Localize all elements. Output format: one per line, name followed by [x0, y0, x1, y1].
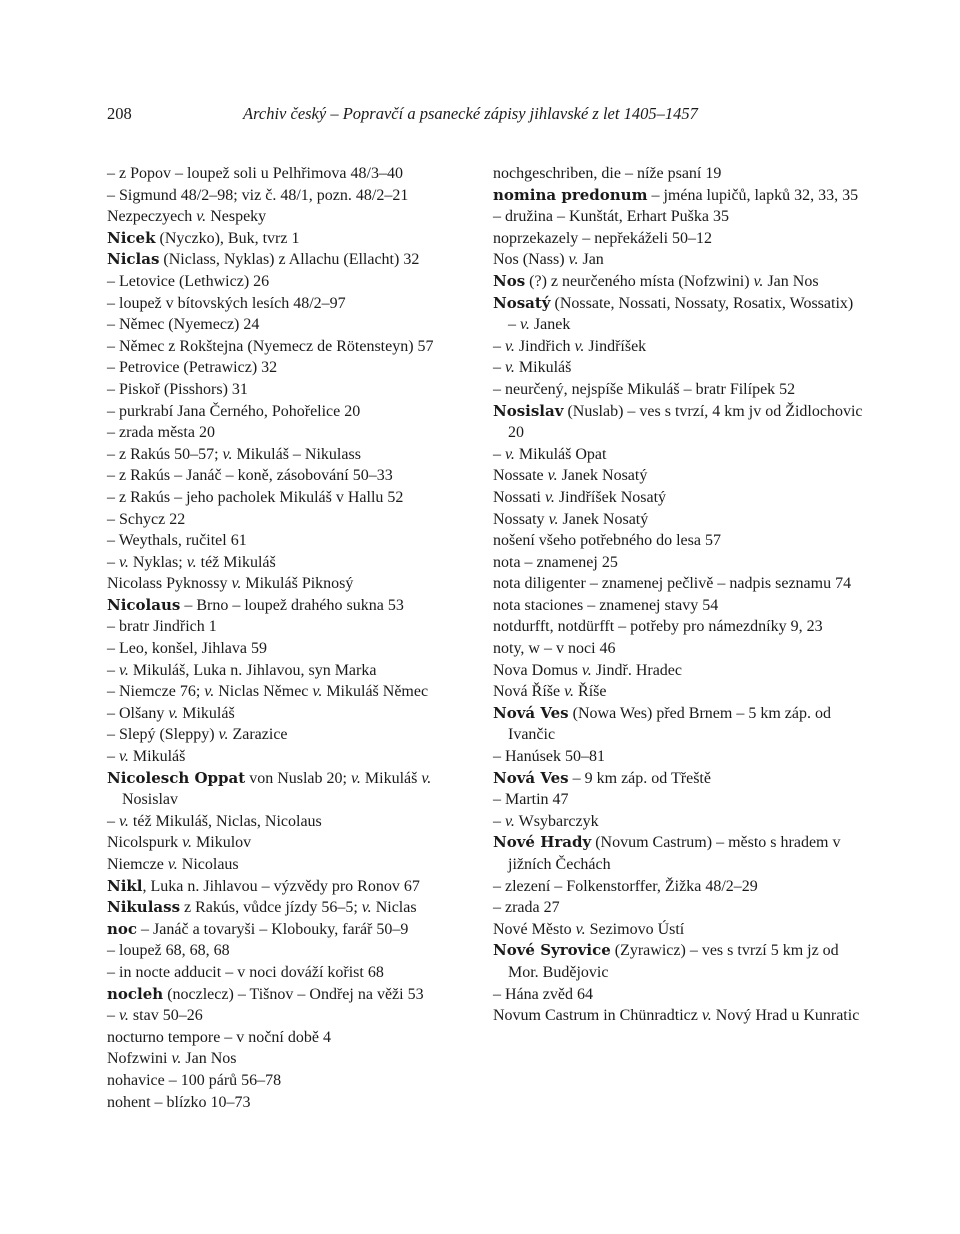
index-entry-text: též Mikuláš [196, 553, 276, 571]
index-entry [107, 163, 477, 185]
index-reference-mark: v. [218, 726, 229, 744]
index-reference-mark: v. [361, 899, 372, 917]
index-reference-mark: v. [119, 748, 129, 766]
index-entry [107, 206, 477, 228]
index-entry-text: – Slepý (Sleppy) [107, 726, 219, 744]
index-entry-text: – [107, 748, 119, 766]
index-entry-text: Nossaty [493, 510, 549, 528]
index-entry [107, 940, 477, 962]
index-reference-mark: v. [574, 337, 585, 355]
index-entry-text: – z Rakús – jeho pacholek Mikuláš v Hallu 52 [107, 488, 404, 506]
index-entry [107, 1048, 477, 1070]
index-entry-text: – purkrabí Jana Černého, Pohořelice 20 [107, 402, 361, 420]
index-entry [107, 293, 477, 315]
index-headword: Nové Syrovice [493, 941, 611, 960]
index-entry-text: Mikuláš [360, 769, 422, 787]
index-entry-text: – [493, 359, 505, 377]
index-entry-text: nota diligenter – znamenej pečlivě – nadpis seznamu 74 [493, 575, 852, 593]
index-entry [107, 897, 477, 919]
index-entry [107, 357, 477, 379]
index-entry-text: (noczlecz) – Tišnov – Ondřej na věži 53 [163, 985, 424, 1003]
index-entry [107, 509, 477, 531]
index-headword: noc [107, 919, 138, 938]
index-reference-mark: v. [204, 683, 215, 701]
index-entry [107, 616, 477, 638]
index-entry [107, 530, 477, 552]
index-entry [493, 595, 863, 617]
index-entry-text: Nezpeczyech [107, 208, 197, 226]
index-entry-text: Mikuláš [178, 704, 235, 722]
index-entry [107, 638, 477, 660]
index-entry [107, 336, 477, 358]
index-entry-text: – zrada 27 [493, 899, 560, 917]
index-entry [107, 854, 477, 876]
index-entry [107, 919, 477, 941]
index-entry [107, 401, 477, 423]
index-entry [107, 185, 477, 207]
index-entry-text: Janek Nosatý [557, 467, 648, 485]
index-entry-text: (Nuslab) – ves s tvrzí, 4 km jv od Židlochovic 20 [508, 402, 863, 442]
index-entry-text: – bratr Jindřich 1 [107, 618, 217, 636]
index-entry [493, 509, 863, 531]
index-reference-mark: v. [168, 704, 179, 722]
index-entry [493, 465, 863, 487]
index-entry-text: nota – znamenej 25 [493, 553, 618, 571]
index-entry-text: – jména lupičů, lapků 32, 33, 35 [647, 186, 859, 204]
index-reference-mark: v. [505, 812, 515, 830]
index-entry [107, 595, 477, 617]
index-reference-mark: v. [350, 769, 361, 787]
index-entry-text: – z Popov – loupež soli u Pelhřimova 48/3–40 [107, 165, 403, 182]
index-entry [107, 1027, 477, 1049]
index-entry [107, 681, 477, 703]
index-reference-mark: v. [564, 683, 575, 701]
index-entry-text: Mikuláš Piknosý [241, 575, 354, 593]
index-entry-text: Jan Nos [181, 1050, 237, 1068]
index-entry-text: Nová Říše [493, 683, 565, 701]
index-entry [493, 940, 863, 983]
index-entry-text: – 9 km záp. od Třeště [568, 769, 711, 787]
index-entry [493, 249, 863, 271]
page-number: 208 [107, 104, 132, 123]
index-reference-mark: v. [421, 769, 432, 787]
index-entry-text: notdurfft, notdürfft – potřeby pro námezdníky 9, 23 [493, 618, 823, 636]
index-entry [493, 984, 863, 1006]
index-entry-text: von Nuslab 20; [245, 769, 351, 787]
index-reference-mark: v. [581, 661, 592, 679]
index-entry-text: Nový Hrad u Kunratic [711, 1007, 860, 1025]
index-entry-text: – [493, 445, 505, 463]
index-entry [493, 336, 863, 358]
index-entry [493, 228, 863, 250]
index-entry-text: Mikulov [192, 834, 252, 852]
index-entry-text: Mikuláš, Luka n. Jihlavou, syn Marka [128, 661, 377, 679]
index-entry-text: též Mikuláš, Niclas, Nicolaus [128, 812, 322, 830]
index-entry [493, 703, 863, 746]
index-entry-text: (Novum Castrum) – město s hradem v jižních Čechách [508, 834, 841, 873]
index-entry [493, 746, 863, 768]
index-reference-mark: v. [547, 467, 558, 485]
index-entry-text: – Martin 47 [493, 791, 569, 809]
index-entry [107, 249, 477, 271]
index-entry-text: – [107, 1007, 119, 1025]
index-entry-text: Nicolspurk [107, 834, 183, 852]
index-entry-text: – zrada města 20 [107, 424, 215, 442]
index-headword: Nová Ves [493, 768, 569, 787]
index-entry-text: Novum Castrum in Chünradticz [493, 1007, 702, 1025]
index-entry-text: Zarazice [228, 726, 288, 744]
index-entry-text: (Nossate, Nossati, Nossaty, Rosatix, Wossatix) – [508, 294, 854, 334]
index-entry-text: Janek [529, 316, 571, 334]
index-entry-text: – in nocte adducit – v noci dováží kořist 68 [107, 963, 384, 981]
index-entry-text: – Letovice (Lethwicz) 26 [107, 272, 270, 290]
index-entry [107, 962, 477, 984]
index-entry-text: nošení všeho potřebného do lesa 57 [493, 532, 721, 550]
index-entry-text: Mikuláš [514, 359, 572, 377]
index-entry-text: Jindř. Hradec [591, 661, 682, 679]
index-entry-text: Mikuláš – Nikulass [232, 445, 361, 463]
index-entry [107, 768, 477, 811]
index-entry-text: – Hanúsek 50–81 [493, 748, 605, 766]
index-entry-text: stav 50–26 [128, 1007, 203, 1025]
index-entry [493, 919, 863, 941]
index-entry-text: , Luka n. Jihlavou – výzvědy pro Ronov 67 [142, 877, 420, 895]
index-entry [493, 638, 863, 660]
index-entry-text: z Rakús, vůdce jízdy 56–5; [180, 899, 362, 917]
index-entry [107, 984, 477, 1006]
index-entry-text: – [107, 553, 119, 571]
index-entry [493, 357, 863, 379]
index-entry-text: Nicolass Pyknossy [107, 575, 232, 593]
index-entry-text: – Hána zvěd 64 [493, 985, 593, 1003]
index-entry-text: Nossate [493, 467, 548, 485]
index-headword: Nová Ves [493, 703, 569, 722]
index-entry-text: – družina – Kunštát, Erhart Puška 35 [493, 208, 729, 226]
index-reference-mark: v. [171, 1050, 182, 1068]
index-headword: Niclas [107, 250, 160, 269]
index-entry-text: Nicolaus [177, 856, 239, 873]
index-entry-text: Wsybarczyk [514, 812, 599, 830]
index-reference-mark: v. [231, 575, 242, 593]
index-entry-text: noprzekazely – nepřekáželi 50–12 [493, 229, 713, 247]
index-reference-mark: v. [186, 553, 197, 571]
index-entry-text: Janek Nosatý [558, 510, 649, 528]
index-reference-mark: v. [505, 445, 515, 463]
index-entry-text: – Němec (Nyemecz) 24 [107, 316, 260, 334]
index-entry-text: (?) z neurčeného místa (Nofzwini) [525, 272, 754, 290]
index-entry-text: – zlezení – Folkenstorffer, Žižka 48/2–29 [493, 877, 758, 895]
index-entry-text: – Piskoř (Pisshors) 31 [107, 380, 248, 398]
index-entry [493, 163, 863, 185]
index-entry [107, 487, 477, 509]
index-entry [493, 379, 863, 401]
index-entry-text: Sezimovo Ústí [585, 920, 685, 938]
index-entry [107, 1005, 477, 1027]
index-entry-text: (Nyczko), Buk, tvrz 1 [155, 229, 300, 247]
index-headword: Nosatý [493, 293, 551, 312]
index-entry [493, 573, 863, 595]
index-entry [493, 530, 863, 552]
index-reference-mark: v. [505, 359, 515, 377]
running-title: Archiv český – Popravčí a psanecké zápisy jihlavské z let 1405–1457 [243, 104, 698, 123]
index-entry [493, 487, 863, 509]
index-entry-text: Nosislav [122, 791, 178, 809]
index-entry-text: noty, w – v noci 46 [493, 640, 616, 658]
index-reference-mark: v. [548, 510, 559, 528]
index-entry [107, 271, 477, 293]
index-entry-text: – z Rakús – Janáč – koně, zásobování 50–33 [107, 467, 393, 485]
index-entry-text: – Sigmund 48/2–98; viz č. 48/1, pozn. 48/2–21 [107, 186, 409, 204]
index-entry-text: – Němec z Rokštejna (Nyemecz de Rötensteyn) 57 [107, 337, 434, 355]
index-entry-text: Mikuláš Opat [514, 445, 607, 463]
index-entry [493, 876, 863, 898]
index-reference-mark: v. [701, 1007, 712, 1025]
index-entry [493, 552, 863, 574]
index-reference-mark: v. [545, 488, 555, 506]
index-entry-text: – Petrovice (Petrawicz) 32 [107, 359, 278, 377]
index-entry-text: Nové Město [493, 920, 576, 938]
index-reference-mark: v. [196, 208, 207, 226]
index-entry-text: – loupež 68, 68, 68 [107, 942, 230, 960]
index-entry [493, 293, 863, 336]
index-entry-text: nohent – blízko 10–73 [107, 1093, 251, 1111]
index-entry-text: – Janáč a tovaryši – Klobouky, farář 50–9 [137, 920, 409, 938]
index-entry [493, 444, 863, 466]
index-entry-text: – [107, 812, 119, 830]
page-header [107, 104, 722, 128]
index-entry [493, 616, 863, 638]
index-entry-text: (Niclass, Nyklas) z Allachu (Ellacht) 32 [159, 251, 420, 269]
index-reference-mark: v. [119, 812, 129, 830]
index-entry [107, 703, 477, 725]
index-entry [107, 465, 477, 487]
index-headword: Nové Hrady [493, 833, 592, 852]
index-headword: Nikl [107, 876, 143, 895]
index-entry-text: – Olšany [107, 704, 169, 722]
index-headword: Nicolaus [107, 595, 181, 614]
index-entry [107, 573, 477, 595]
index-entry-text: nocturno tempore – v noční době 4 [107, 1028, 331, 1046]
index-reference-mark: v. [520, 316, 530, 334]
index-entry-text: (Zyrawicz) – ves s tvrzí 5 km jz od Mor. Budějovic [508, 942, 839, 981]
index-reference-mark: v. [182, 834, 193, 852]
index-entry [107, 422, 477, 444]
index-entry [493, 1005, 863, 1027]
index-entry-text: – Niemcze 76; [107, 683, 205, 701]
index-entry [107, 228, 477, 250]
index-entry [107, 314, 477, 336]
index-entry [107, 724, 477, 746]
index-entry-text: – z Rakús 50–57; [107, 445, 223, 463]
index-entry-text: Nossati [493, 488, 545, 506]
index-entry [107, 811, 477, 833]
index-entry [493, 681, 863, 703]
index-entry-text: Mikuláš [128, 748, 186, 766]
index-entry-text: – Brno – loupež drahého sukna 53 [180, 596, 404, 614]
index-entry-text: Niclas Němec [214, 683, 313, 701]
index-column-right [493, 163, 863, 1027]
index-entry [107, 552, 477, 574]
index-column-left [107, 163, 477, 1113]
index-entry-text: Nofzwini [107, 1050, 172, 1068]
index-entry-text: Niclas [371, 899, 417, 917]
index-entry [493, 811, 863, 833]
index-entry-text: Nos (Nass) [493, 251, 569, 269]
index-entry-text: Jindříšek Nosatý [554, 488, 667, 506]
index-entry-text: (Nowa Wes) před Brnem – 5 km záp. od Ivančic [508, 704, 831, 744]
index-entry [107, 876, 477, 898]
index-entry [107, 660, 477, 682]
index-entry-text: – [107, 661, 119, 679]
index-entry-text: Nespeky [206, 208, 267, 226]
index-entry-text: Jan Nos [763, 272, 819, 290]
index-reference-mark: v. [119, 553, 129, 571]
index-reference-mark: v. [119, 661, 129, 679]
index-reference-mark: v. [753, 272, 764, 290]
index-entry [493, 660, 863, 682]
index-reference-mark: v. [167, 856, 178, 873]
index-entry [493, 271, 863, 293]
index-reference-mark: v. [312, 683, 323, 701]
index-entry [493, 401, 863, 444]
index-headword: Nosislav [493, 401, 564, 420]
index-entry [493, 206, 863, 228]
index-headword: nomina predonum [493, 185, 648, 204]
index-entry-text: Jindřich [514, 337, 575, 355]
index-reference-mark: v. [505, 337, 515, 355]
index-entry-text: nochgeschriben, die – níže psaní 19 [493, 165, 722, 182]
index-reference-mark: v. [119, 1007, 129, 1025]
index-headword: nocleh [107, 984, 164, 1003]
index-entry-text: – Leo, konšel, Jihlava 59 [107, 640, 267, 658]
index-entry [493, 897, 863, 919]
index-entry-text: – Weythals, ručitel 61 [107, 532, 247, 550]
index-entry [493, 185, 863, 207]
index-reference-mark: v. [575, 920, 586, 938]
index-reference-mark: v. [568, 251, 579, 269]
index-entry [493, 832, 863, 875]
index-entry-text: Niemcze [107, 856, 168, 873]
index-entry-text: – [493, 812, 505, 830]
index-reference-mark: v. [222, 445, 233, 463]
index-entry [107, 1092, 477, 1114]
index-headword: Nicek [107, 228, 156, 247]
index-entry-text: nota staciones – znamenej stavy 54 [493, 596, 719, 614]
index-entry-text: Nyklas; [128, 553, 187, 571]
index-headword: Nos [493, 271, 526, 290]
index-entry-text: Jan [578, 251, 604, 269]
index-entry [107, 379, 477, 401]
index-entry-text: nohavice – 100 párů 56–78 [107, 1071, 282, 1089]
index-entry [107, 832, 477, 854]
index-entry-text: Nova Domus [493, 661, 582, 679]
index-entry [493, 768, 863, 790]
index-entry [107, 444, 477, 466]
index-entry-text: Říše [574, 683, 607, 701]
index-entry-text: Mikuláš Němec [322, 683, 429, 701]
index-entry [107, 746, 477, 768]
index-entry-text: – loupež v bítovských lesích 48/2–97 [107, 294, 346, 312]
index-entry [493, 789, 863, 811]
index-entry-text: – [493, 337, 505, 355]
index-entry-text: Jindříšek [584, 337, 647, 355]
index-entry-text: – Schycz 22 [107, 510, 186, 528]
index-entry [107, 1070, 477, 1092]
index-headword: Nicolesch Oppat [107, 768, 246, 787]
index-headword: Nikulass [107, 898, 181, 917]
index-entry-text: – neurčený, nejspíše Mikuláš – bratr Filípek 52 [493, 380, 796, 398]
